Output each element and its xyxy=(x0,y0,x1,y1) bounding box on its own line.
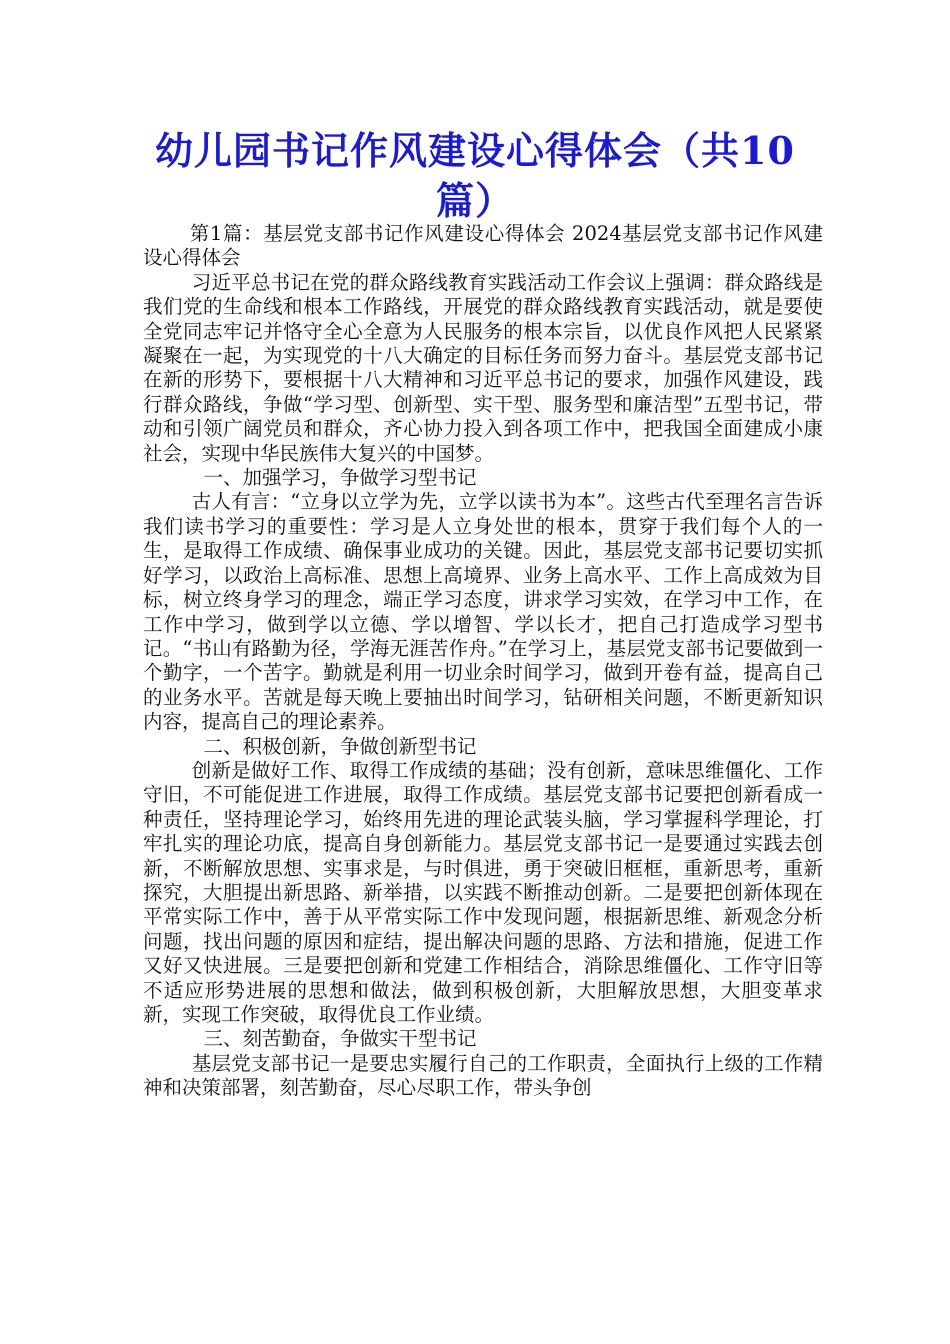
section-heading-3: 三、刻苦勤奋，争做实干型书记 xyxy=(203,1027,477,1051)
paragraph-diligence: 基层党支部书记一是要忠实履行自己的工作职责，全面执行上级的工作精神和决策部署，刻苦勤奋，尽心尽职工作，带头争创 xyxy=(143,1051,823,1100)
section-heading-2: 二、积极创新，争做创新型书记 xyxy=(203,734,477,758)
paragraph-innovation: 创新是做好工作、取得工作成绩的基础；没有创新，意味思维僵化、工作守旧，不可能促进工作进展，取得工作成绩。基层党支部书记要把创新看成一种责任，坚持理论学习，始终用先进的理论武装头脑，学习掌握科学理论，打牢扎实的理论功底，提高自身创新能力。基层党支部书记一是要通过实践去创新，不断解放思想、实事求是，与时俱进，勇于突破旧框框，重新思考，重新探究，大胆提出新思路、新举措，以实践不断推动创新。二是要把创新体现在平常实际工作中，善于从平常实际工作中发现问题，根据新思维、新观念分析问题，找出问题的原因和症结，提出解决问题的思路、方法和措施，促进工作又好又快进展。三是要把创新和党建工作相结合，消除思维僵化、工作守旧等不适应形势进展的思想和做法，做到积极创新，大胆解放思想，大胆变革求新，实现工作突破，取得优良工作业绩。 xyxy=(143,758,823,1026)
document-title: 幼儿园书记作风建设心得体会（共10篇） xyxy=(155,128,795,223)
chapter-heading: 第1篇：基层党支部书记作风建设心得体会 2024基层党支部书记作风建设心得体会 xyxy=(143,222,823,270)
paragraph-study: 古人有言：“立身以立学为先，立学以读书为本”。这些古代至理名言告诉我们读书学习的重要性：学习是人立身处世的根本，贯穿于我们每个人的一生，是取得工作成绩、确保事业成功的关键。因此，基层党支部书记要切实抓好学习，以政治上高标准、思想上高境界、业务上高水平、工作上高成效为目标，树立终身学习的理念，端正学习态度，讲求学习实效，在学习中工作，在工作中学习，做到学以立德、学以增智、学以长才，把自己打造成学习型书记。“书山有路勤为径，学海无涯苦作舟。”在学习上，基层党支部书记要做到一个勤字，一个苦字。勤就是利用一切业余时间学习，做到开卷有益，提高自己的业务水平。苦就是每天晚上要抽出时间学习，钻研相关问题，不断更新知识内容，提高自己的理论素养。 xyxy=(143,490,823,734)
section-heading-1: 一、加强学习，争做学习型书记 xyxy=(203,466,477,490)
paragraph-intro: 习近平总书记在党的群众路线教育实践活动工作会议上强调：群众路线是我们党的生命线和根本工作路线，开展党的群众路线教育实践活动，就是要使全党同志牢记并恪守全心全意为人民服务的根本宗旨，以优良作风把人民紧紧凝聚在一起，为实现党的十八大确定的目标任务而努力奋斗。基层党支部书记在新的形势下，要根据十八大精神和习近平总书记的要求，加强作风建设，践行群众路线，争做“学习型、创新型、实干型、服务型和廉洁型”五型书记，带动和引领广阔党员和群众，齐心协力投入到各项工作中，把我国全面建成小康社会，实现中华民族伟大复兴的中国梦。 xyxy=(143,270,823,465)
document-body xyxy=(143,222,823,1101)
